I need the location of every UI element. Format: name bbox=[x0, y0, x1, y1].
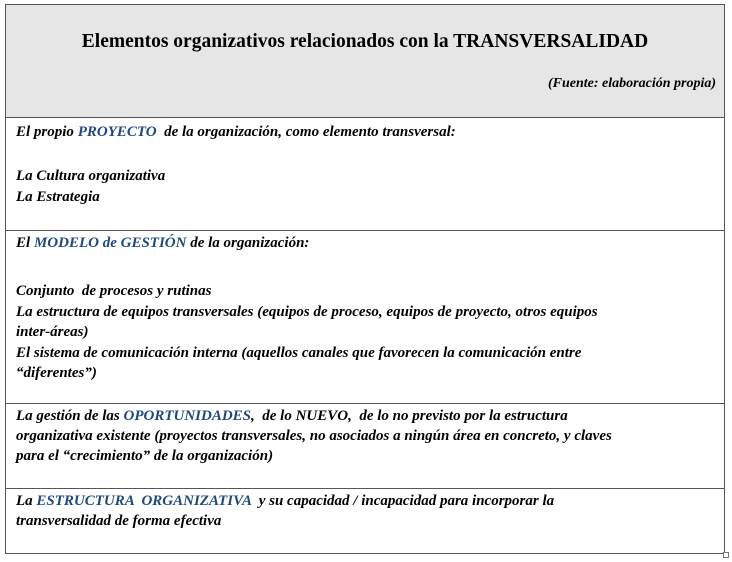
row-text-line: para el “crecimiento” de la organización) bbox=[16, 448, 274, 464]
keyword-de: de bbox=[98, 235, 121, 251]
list-item: La estructura de equipos transversales (equipos de proceso, equipos de proyecto, otros equipos bbox=[16, 304, 598, 320]
text: , de lo no previsto por la estructura bbox=[348, 408, 568, 424]
elements-table bbox=[5, 4, 725, 554]
table-row-estructura bbox=[6, 489, 724, 553]
source-note: (Fuente: elaboración propia) bbox=[548, 76, 716, 91]
row-heading bbox=[16, 233, 309, 253]
list-item: La Estrategia bbox=[16, 189, 100, 205]
text: La bbox=[16, 493, 37, 509]
list-item: Conjunto de procesos y rutinas bbox=[16, 283, 212, 299]
text: y su capacidad / incapacidad para incorporar la bbox=[251, 493, 555, 509]
table-row-oportunidades bbox=[6, 404, 724, 489]
text: El bbox=[16, 235, 34, 251]
list-item: El sistema de comunicación interna (aquellos canales que favorecen la comunicación entre bbox=[16, 345, 582, 361]
row-heading bbox=[16, 122, 456, 142]
text: , de lo bbox=[251, 408, 296, 424]
keyword-gestion: GESTIÓN bbox=[120, 235, 187, 251]
keyword-estructura: ESTRUCTURA ORGANIZATIVA bbox=[36, 493, 252, 509]
table-row-modelo bbox=[6, 231, 724, 404]
text: La gestión de las bbox=[16, 408, 124, 424]
table-title: Elementos organizativos relacionados con la TRANSVERSALIDAD bbox=[81, 31, 649, 52]
keyword-proyecto: PROYECTO bbox=[77, 124, 157, 140]
list-item: “diferentes”) bbox=[16, 365, 97, 381]
resize-handle[interactable] bbox=[723, 552, 729, 558]
list-item: inter-áreas) bbox=[16, 324, 89, 340]
keyword-modelo: MODELO bbox=[33, 235, 99, 251]
row-text bbox=[16, 491, 554, 511]
list-item: La Cultura organizativa bbox=[16, 168, 166, 184]
text: El propio bbox=[16, 124, 78, 140]
text: de la organización, como elemento transversal: bbox=[156, 124, 456, 140]
text: de la organización: bbox=[186, 235, 310, 251]
keyword-oportunidades: OPORTUNIDADES bbox=[123, 408, 252, 424]
row-text bbox=[16, 406, 568, 426]
table-header bbox=[6, 5, 724, 118]
keyword-nuevo: NUEVO bbox=[295, 408, 349, 424]
table-row-proyecto bbox=[6, 118, 724, 231]
row-text-line: organizativa existente (proyectos transversales, no asociados a ningún área en concreto, y claves bbox=[16, 428, 612, 444]
row-text-line: transversalidad de forma efectiva bbox=[16, 513, 222, 529]
